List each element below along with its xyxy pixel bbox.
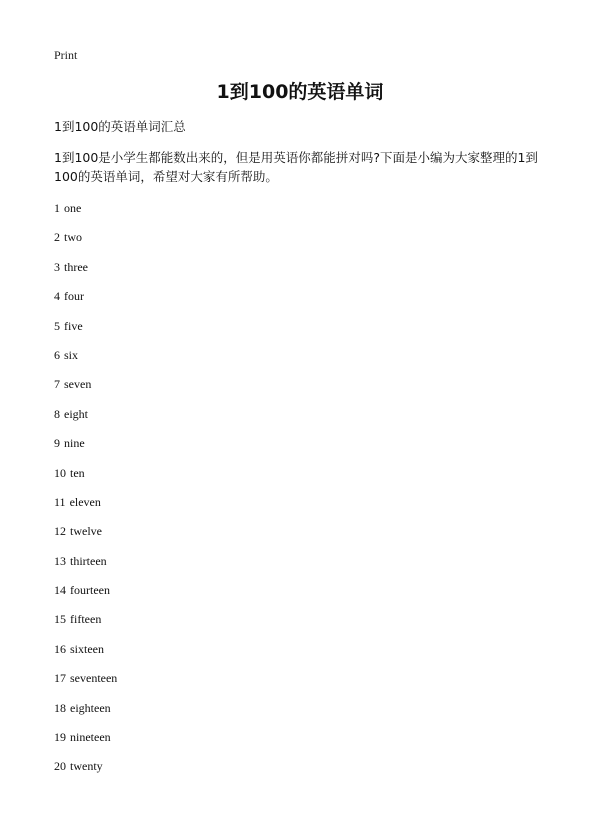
word-number: 7 (54, 377, 60, 392)
word-number: 13 (54, 553, 66, 568)
word-number: 17 (54, 671, 66, 686)
word-number: 15 (54, 612, 66, 627)
word-text: eight (64, 406, 88, 421)
list-item (54, 758, 117, 787)
page-title: 1到100的英语单词 (216, 81, 384, 103)
list-item (54, 553, 117, 582)
list-item (54, 318, 117, 347)
word-text: five (64, 318, 83, 333)
word-number: 20 (54, 759, 66, 774)
document-subtitle: 1到100的英语单词汇总 (54, 119, 186, 134)
word-text: eleven (69, 494, 101, 509)
word-text: nineteen (70, 730, 111, 745)
word-number: 16 (54, 641, 66, 656)
list-item (54, 582, 117, 611)
word-text: ten (70, 465, 85, 480)
word-number: 12 (54, 524, 66, 539)
list-item (54, 435, 117, 464)
list-item (54, 200, 117, 229)
list-item (54, 641, 117, 670)
word-number: 10 (54, 465, 66, 480)
word-number: 1 (54, 201, 60, 215)
word-text: seven (64, 377, 92, 392)
word-text: six (64, 347, 79, 362)
word-number: 14 (54, 583, 66, 598)
word-text: one (64, 201, 82, 215)
word-text: sixteen (70, 641, 104, 656)
list-item (54, 288, 117, 317)
list-item (54, 611, 117, 640)
word-number: 6 (54, 347, 60, 362)
list-item (54, 523, 117, 552)
word-number: 19 (54, 730, 66, 745)
word-text: thirteen (70, 553, 107, 568)
list-item (54, 729, 117, 758)
print-link[interactable]: Print (54, 48, 78, 62)
list-item (54, 465, 117, 494)
word-text: twelve (70, 524, 102, 539)
word-text: fifteen (70, 612, 102, 627)
list-item (54, 259, 117, 288)
number-word-list (54, 200, 117, 788)
list-item (54, 347, 117, 376)
word-text: four (64, 289, 84, 304)
word-text: three (64, 259, 88, 274)
word-number: 3 (54, 259, 60, 274)
word-number: 5 (54, 318, 60, 333)
word-text: twenty (70, 759, 103, 774)
word-text: nine (64, 436, 85, 451)
word-text: two (64, 230, 82, 245)
intro-paragraph: 1到100是小学生都能数出来的，但是用英语你都能拼对吗?下面是小编为大家整理的1到100的英语单词，希望对大家有所帮助。 (54, 150, 538, 184)
word-number: 2 (54, 230, 60, 245)
word-text: eighteen (70, 700, 111, 715)
list-item (54, 406, 117, 435)
word-text: seventeen (70, 671, 118, 686)
list-item (54, 376, 117, 405)
word-text: fourteen (70, 583, 110, 598)
list-item (54, 494, 117, 523)
word-number: 4 (54, 289, 60, 304)
word-number: 8 (54, 406, 60, 421)
word-number: 11 (54, 494, 66, 509)
word-number: 18 (54, 700, 66, 715)
list-item (54, 700, 117, 729)
list-item (54, 229, 117, 258)
word-number: 9 (54, 436, 60, 451)
list-item (54, 670, 117, 699)
